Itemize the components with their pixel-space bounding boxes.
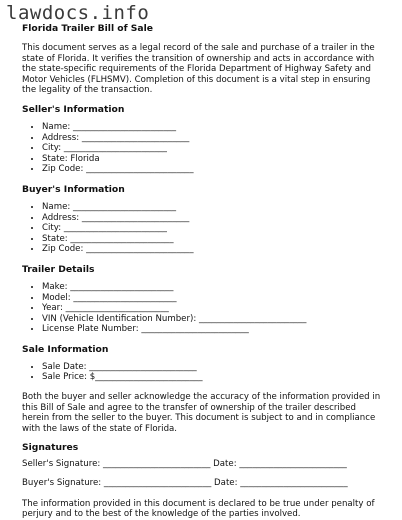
buyer-info-list (22, 202, 384, 255)
buyer-address-item: • Address: _________________________ (42, 213, 384, 224)
seller-state-item: • State: Florida (42, 154, 384, 165)
trailer-plate-item: • License Plate Number: _________________________ (42, 324, 384, 335)
trailer-details-list (22, 282, 384, 335)
trailer-vin-item: • VIN (Vehicle Identification Number): _________________________ (42, 314, 384, 325)
seller-section-heading: Seller's Information (22, 103, 125, 115)
buyer-zip-item: • Zip Code: _________________________ (42, 244, 384, 255)
watermark-text: lawdocs.info (6, 2, 150, 24)
sale-date-item: • Sale Date: _________________________ (42, 362, 384, 373)
trailer-section-heading: Trailer Details (22, 263, 95, 275)
document-title: Florida Trailer Bill of Sale (22, 23, 153, 34)
intro-paragraph: This document serves as a legal record of the sale and purchase of a trailer in the state of Florida. It verifies the transition of ownership and acts in accordance with the state-specific requirements of the Florida Department of Highway Safety and Motor Vehicles (FLHSMV). Completion of this document is a vital step in ensuring the legality of the transaction. (22, 43, 375, 96)
seller-signature-line: Seller's Signature: _________________________ Date: _________________________ (22, 459, 347, 470)
signatures-section-heading: Signatures (22, 442, 79, 454)
buyer-city-item: • City: ________________________ (42, 223, 384, 234)
sale-info-list (22, 362, 384, 383)
seller-info-list (22, 122, 384, 175)
seller-name-item: • Name: ________________________ (42, 122, 384, 133)
seller-city-item: • City: ________________________ (42, 143, 384, 154)
sale-section-heading: Sale Information (22, 343, 109, 355)
seller-zip-item: • Zip Code: _________________________ (42, 164, 384, 175)
buyer-name-item: • Name: ________________________ (42, 202, 384, 213)
acknowledgment-paragraph: Both the buyer and seller acknowledge the accuracy of the information provided in this Bill of Sale and agree to the transfer of ownership of the trailer described herein from the seller to the buyer. This document is subject to and in compliance with the laws of the state of Florida. (22, 392, 381, 434)
trailer-model-item: • Model: ________________________ (42, 293, 384, 304)
trailer-year-item: • Year: ________________________ (42, 303, 384, 314)
buyer-signature-line: Buyer's Signature: _________________________ Date: _________________________ (22, 478, 348, 489)
buyer-section-heading: Buyer's Information (22, 183, 125, 195)
seller-address-item: • Address: _________________________ (42, 133, 384, 144)
buyer-state-item: • State: ________________________ (42, 234, 384, 245)
sale-price-item: • Sale Price: $_________________________ (42, 372, 384, 383)
closing-paragraph: The information provided in this document is declared to be true under penalty of perjury and to the best of the knowledge of the parties involved. (22, 498, 375, 520)
trailer-make-item: • Make: ________________________ (42, 282, 384, 293)
document-body (22, 23, 384, 520)
